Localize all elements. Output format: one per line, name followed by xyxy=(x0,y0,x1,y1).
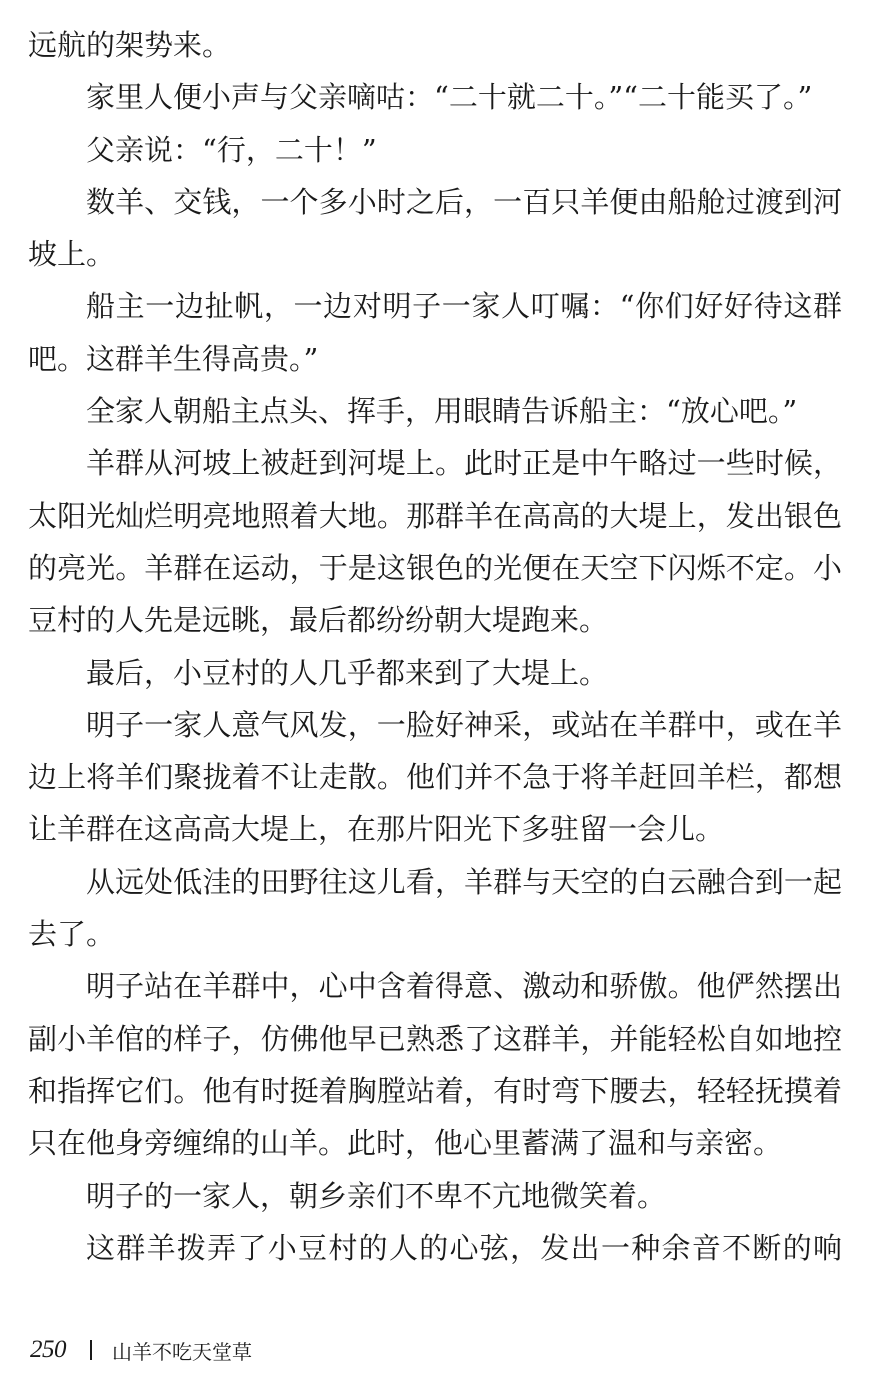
text-line: 这群羊拨弄了小豆村的人的心弦，发出一种余音不断的响 xyxy=(86,1230,842,1265)
text-line: 船主一边扯帆，一边对明子一家人叮嘱：“你们好好待这群 xyxy=(86,289,842,324)
text-line: 让羊群在这高高大堤上，在那片阳光下多驻留一会儿。 xyxy=(28,812,725,847)
text-line: 从远处低洼的田野往这儿看，羊群与天空的白云融合到一起 xyxy=(86,864,842,899)
text-line: 和指挥它们。他有时挺着胸膛站着，有时弯下腰去，轻轻抚摸着 xyxy=(28,1073,842,1108)
text-line: 明子的一家人，朝乡亲们不卑不亢地微笑着。 xyxy=(86,1178,667,1213)
text-line: 全家人朝船主点头、挥手，用眼睛告诉船主：“放心吧。” xyxy=(86,394,798,429)
text-line: 明子站在羊群中，心中含着得意、激动和骄傲。他俨然摆出 xyxy=(86,969,842,1004)
text-line: 最后，小豆村的人几乎都来到了大堤上。 xyxy=(86,655,609,690)
text-line: 数羊、交钱，一个多小时之后，一百只羊便由船舱过渡到河 xyxy=(86,184,842,219)
text-line: 明子一家人意气风发，一脸好神采，或站在羊群中，或在羊 xyxy=(86,707,842,742)
page-footer xyxy=(30,1332,252,1368)
page-number: 250 xyxy=(30,1336,66,1363)
text-line: 太阳光灿烂明亮地照着大地。那群羊在高高的大堤上，发出银色 xyxy=(28,498,842,533)
book-title: 山羊不吃天堂草 xyxy=(112,1339,252,1364)
text-line: 坡上。 xyxy=(28,237,116,272)
text-line: 豆村的人先是远眺，最后都纷纷朝大堤跑来。 xyxy=(28,603,609,638)
text-line: 副小羊倌的样子，仿佛他早已熟悉了这群羊，并能轻松自如地控 xyxy=(28,1021,842,1056)
text-line: 的亮光。羊群在运动，于是这银色的光便在天空下闪烁不定。小 xyxy=(28,550,842,585)
text-line: 吧。这群羊生得高贵。” xyxy=(28,341,319,376)
text-line: 羊群从河坡上被赶到河堤上。此时正是中午略过一些时候， xyxy=(86,446,842,481)
text-line: 去了。 xyxy=(28,917,116,952)
text-line: 家里人便小声与父亲嘀咕：“二十就二十。”“二十能买了。” xyxy=(86,80,813,115)
body-text xyxy=(28,19,842,1274)
footer-divider xyxy=(90,1340,92,1360)
text-line: 远航的架势来。 xyxy=(28,28,232,62)
text-line: 父亲说：“行，二十！” xyxy=(86,132,377,167)
text-line: 只在他身旁缠绵的山羊。此时，他心里蓄满了温和与亲密。 xyxy=(28,1126,783,1161)
text-line: 边上将羊们聚拢着不让走散。他们并不急于将羊赶回羊栏，都想 xyxy=(28,760,842,795)
